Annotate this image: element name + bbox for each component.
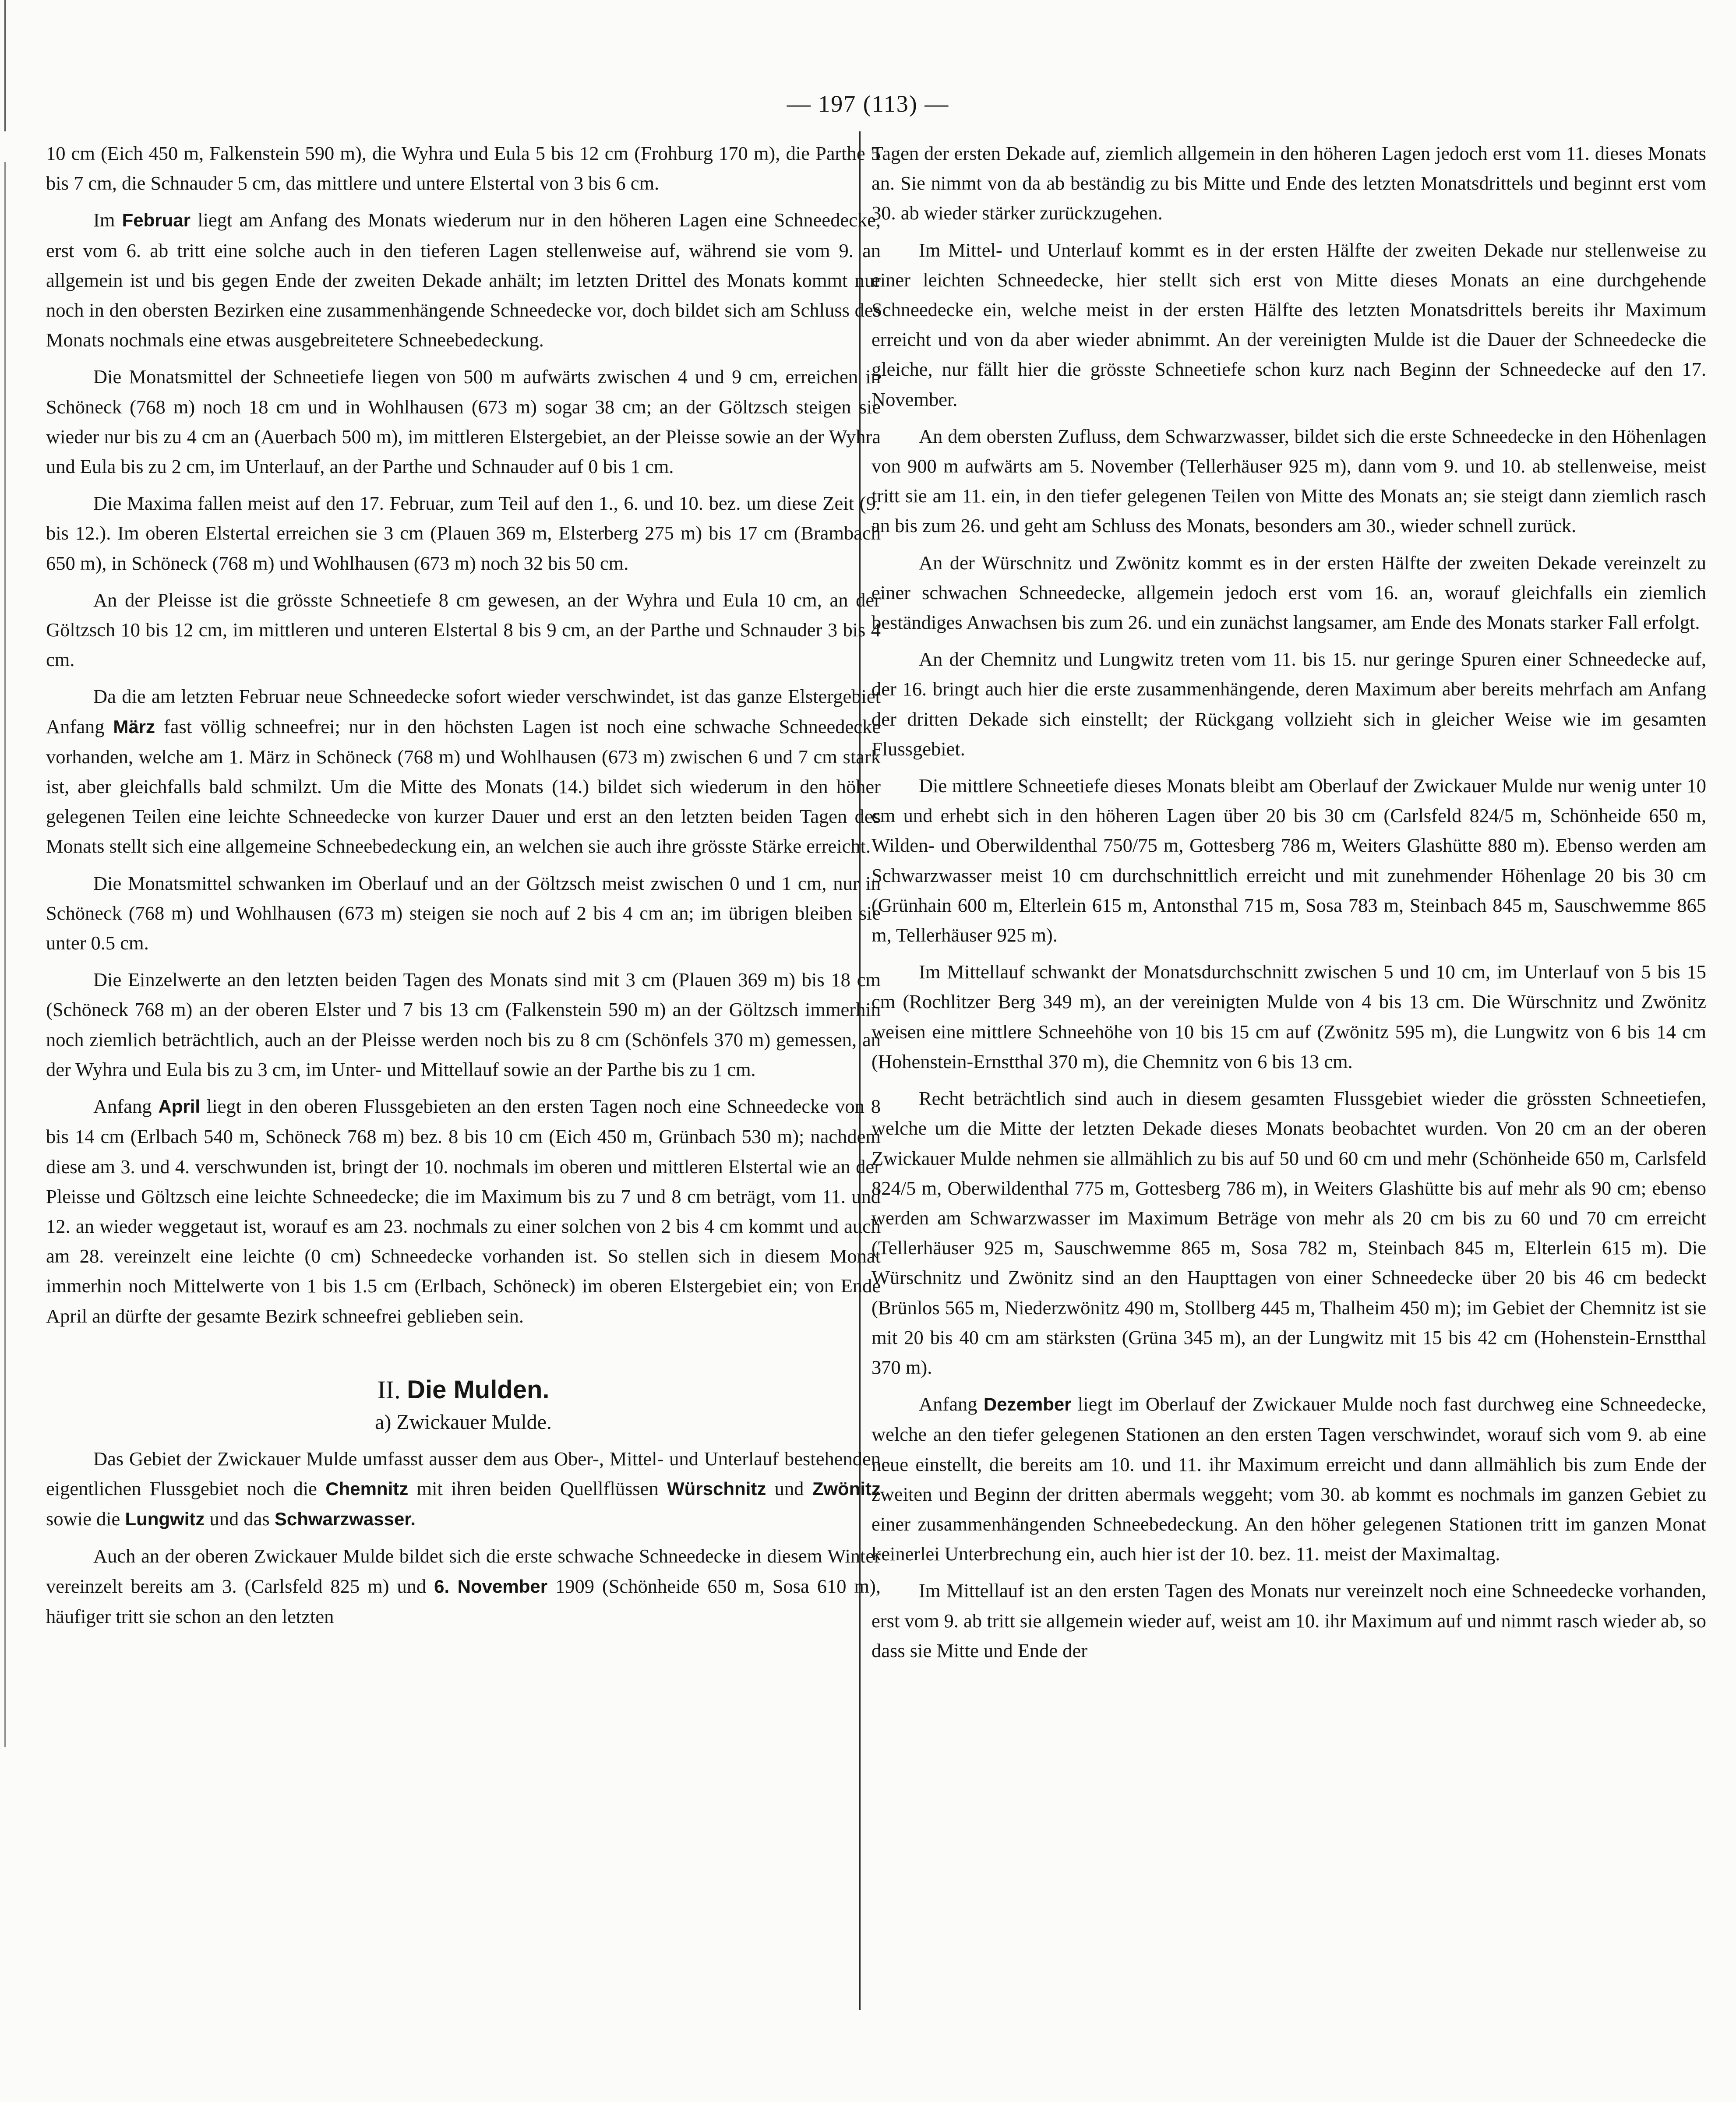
month-label: Februar: [122, 210, 191, 231]
paragraph: Die mittlere Schneetiefe dieses Monats bleibt am Oberlauf der Zwickauer Mulde nur wenig unter 10 cm und erhebt sich in den höheren Lagen über 20 bis 30 cm (Carlsfeld 824/5 m, Schönheide 650 m, Wilden- und Oberwildenthal 750/75 m, Gottesberg 786 m, Weiters Glashütte 880 m). Ebenso werden am Schwarzwasser meist 10 cm durchschnittlich erreicht und mit zunehmender Höhenlage 20 bis 30 cm (Grünhain 600 m, Elterlein 615 m, Antonsthal 715 m, Sosa 783 m, Steinbach 845 m, Sauschwemme 865 m, Tellerhäuser 925 m).: [872, 775, 1706, 946]
month-label: Dezember: [983, 1394, 1072, 1415]
paragraph: Auch an der oberen Zwickauer Mulde bildet sich die erste schwache Schneedecke in diesem Winter vereinzelt bereits am 3. (Carlsfeld 825 m) und 6. November 1909 (Schönheide 650 m, Sosa 610 m), häufiger tritt sie schon an den letzten: [46, 1545, 881, 1627]
paragraph: Da die am letzten Februar neue Schneedecke sofort wieder verschwindet, ist das ganze Elstergebiet Anfang März fast völlig schneefrei; nur in den höchsten Lagen ist noch eine schwache Schneedecke vorhanden, welche am 1. März in Schöneck (768 m) und Wohlhausen (673 m) zwischen 6 und 7 cm stark ist, aber gleichfalls bald schmilzt. Um die Mitte des Monats (14.) bildet sich wiederum in den höher gelegenen Teilen eine leichte Schneedecke von kurzer Dauer und erst an den letzten beiden Tagen des Monats stellt sich eine allgemeine Schneebedeckung ein, an welchen sie auch ihre grösste Stärke erreicht.: [46, 685, 881, 857]
subsection-heading: a) Zwickauer Mulde.: [375, 1410, 552, 1434]
paragraph: Im Mittellauf schwankt der Monatsdurchschnitt zwischen 5 und 10 cm, im Unterlauf von 5 bis 15 cm (Rochlitzer Berg 349 m), an der vereinigten Mulde von 4 bis 13 cm. Die Würschnitz und Zwönitz weisen eine mittlere Schneehöhe von 10 bis 15 cm auf (Zwönitz 595 m), die Lungwitz von 6 bis 14 cm (Hohenstein-Ernstthal 370 m), die Chemnitz von 6 bis 13 cm.: [872, 961, 1706, 1072]
paragraph: Die Monatsmittel schwanken im Oberlauf und an der Göltzsch meist zwischen 0 und 1 cm, nur in Schöneck (768 m) und Wohlhausen (673 m) steigen sie noch auf 2 bis 4 cm an; im übrigen bleiben sie unter 0.5 cm.: [46, 872, 881, 954]
river-name: Würschnitz: [667, 1478, 766, 1499]
right-column: [872, 138, 1706, 1672]
river-name: Chemnitz: [325, 1478, 409, 1499]
paragraph: An der Chemnitz und Lungwitz treten vom 11. bis 15. nur geringe Spuren einer Schneedecke auf, der 16. bringt auch hier die erste zusammenhängende, deren Maximum aber bereits mehrfach am Anfang der dritten Dekade sich einstellt; der Rückgang vollzieht sich in gleicher Weise wie im gesamten Flussgebiet.: [872, 648, 1706, 760]
river-name: Zwönitz: [812, 1478, 881, 1499]
paragraph: An dem obersten Zufluss, dem Schwarzwasser, bildet sich die erste Schneedecke in den Höhenlagen von 900 m aufwärts am 5. November (Tellerhäuser 925 m), dann vom 9. und 10. ab stellenweise, meist tritt sie am 11. ein, in den tiefer gelegenen Teilen von Mitte des Monats an; sie steigt dann ziemlich rasch an bis zum 26. und geht am Schluss des Monats, besonders am 30., wieder schnell zurück.: [872, 425, 1706, 537]
paragraph: Tagen der ersten Dekade auf, ziemlich allgemein in den höheren Lagen jedoch erst vom 11. dieses Monats an. Sie nimmt von da ab beständig zu bis Mitte und Ende des letzten Monatsdrittels und beginnt erst vom 30. ab wieder stärker zurückzugehen.: [872, 142, 1706, 224]
page-number: — 197 (113) —: [787, 91, 949, 117]
paragraph: Die Monatsmittel der Schneetiefe liegen von 500 m aufwärts zwischen 4 und 9 cm, erreichen in Schöneck (768 m) noch 18 cm und in Wohlhausen (673 m) sogar 38 cm; an der Göltzsch steigen sie wieder nur bis zu 4 cm an (Auerbach 500 m), im mittleren Elstergebiet, an der Pleisse sowie an der Wyhra und Eula bis zu 2 cm, im Unterlauf, an der Parthe und Schnauder auf 0 bis 1 cm.: [46, 366, 881, 478]
month-label: April: [158, 1096, 201, 1117]
section-title: Die Mulden.: [407, 1375, 550, 1404]
paragraph: An der Würschnitz und Zwönitz kommt es in der ersten Hälfte der zweiten Dekade vereinzelt zu einer schwachen Schneedecke, allgemein jedoch erst vom 16. an, worauf gleichfalls ein ziemlich beständiges Anwachsen bis zum 26. und ein zunächst langsamer, am Ende des Monats starker Fall erfolgt.: [872, 551, 1706, 634]
left-column: [46, 138, 881, 1638]
paragraph: Anfang April liegt in den oberen Flussgebieten an den ersten Tagen noch eine Schneedecke von 8 bis 14 cm (Erlbach 540 m, Schöneck 768 m) bez. 8 bis 10 cm (Eich 450 m, Grünbach 530 m); nachdem diese am 3. und 4. verschwunden ist, bringt der 10. nochmals im oberen und mittleren Elstertal wie an der Pleisse und Göltzsch eine leichte Schneedecke; die im Maximum bis zu 7 und 8 cm beträgt, vom 11. und 12. an wieder weggetaut ist, worauf es am 23. nochmals zu einer solchen von 2 bis 4 cm kommt und auch am 28. vereinzelt eine leichte (0 cm) Schneedecke vorhanden ist. So stellen sich in diesem Monat immerhin noch Mittelwerte von 1 bis 1.5 cm (Erlbach, Schöneck) im oberen Elstergebiet ein; von Ende April an dürfte der gesamte Bezirk schneefrei geblieben sein.: [46, 1095, 881, 1327]
paragraph: Im Mittel- und Unterlauf kommt es in der ersten Hälfte der zweiten Dekade nur stellenweise zu einer leichten Schneedecke, hier stellt sich erst von Mitte dieses Monats an eine durchgehende Schneedecke ein, welche meist in der ersten Hälfte des letzten Monatsdrittels bereits ihr Maximum erreicht und von da aber wieder abnimmt. An der vereinigten Mulde ist die Dauer der Schneedecke die gleiche, nur fällt hier die grösste Schneetiefe schon kurz nach Beginn der Schneedecke auf den 17. November.: [872, 239, 1706, 410]
date-label: 6. November: [434, 1576, 548, 1597]
paragraph: Das Gebiet der Zwickauer Mulde umfasst ausser dem aus Ober-, Mittel- und Unterlauf bestehenden eigentlichen Flussgebiet noch die Chemnitz mit ihren beiden Quellflüssen Würschnitz und Zwönitz sowie die Lungwitz und das Schwarzwasser.: [46, 1447, 881, 1530]
paragraph: An der Pleisse ist die grösste Schneetiefe 8 cm gewesen, an der Wyhra und Eula 10 cm, an der Göltzsch 10 bis 12 cm, im mittleren und unteren Elstertal 8 bis 9 cm, an der Parthe und Schnauder 3 bis 4 cm.: [46, 589, 881, 671]
paragraph: Die Maxima fallen meist auf den 17. Februar, zum Teil auf den 1., 6. und 10. bez. um diese Zeit (9. bis 12.). Im oberen Elstertal erreichen sie 3 cm (Plauen 369 m, Elsterberg 275 m) bis 17 cm (Brambach 650 m), in Schöneck (768 m) und Wohlhausen (673 m) noch 32 bis 50 cm.: [46, 492, 881, 574]
section-number: II.: [377, 1375, 401, 1404]
paragraph: Recht beträchtlich sind auch in diesem gesamten Flussgebiet wieder die grössten Schneetiefen, welche um die Mitte der letzten Dekade dieses Monats beobachtet wurden. Von 20 cm an der oberen Zwickauer Mulde nehmen sie allmählich zu bis auf 50 und 60 cm und mehr (Schönheide 650 m, Carlsfeld 824/5 m, Oberwildenthal 775 m, Gottesberg 786 m), in Weiters Glashütte bis auf mehr als 90 cm; ebenso werden am Schwarzwasser im Maximum Beträge von mehr als 20 cm bis zu 60 und 70 cm erreicht (Tellerhäuser 925 m, Sauschwemme 865 m, Sosa 782 m, Steinbach 845 m, Elterlein 615 m). Die Würschnitz und Zwönitz sind an den Haupttagen von einer Schneedecke über 20 bis 46 cm bedeckt (Brünlos 565 m, Niederzwönitz 490 m, Stollberg 445 m, Thalheim 450 m); im Gebiet der Chemnitz ist sie mit 20 bis 40 cm am stärksten (Grüna 345 m), an der Lungwitz mit 15 bis 42 cm (Hohenstein-Ernstthal 370 m).: [872, 1087, 1706, 1378]
month-label: März: [113, 716, 155, 737]
paragraph: Im Februar liegt am Anfang des Monats wiederum nur in den höheren Lagen eine Schneedecke, erst vom 6. ab tritt eine solche auch in den tieferen Lagen stellenweise auf, während sie vom 9. an allgemein ist und bis gegen Ende der zweiten Dekade anhält; im letzten Drittel des Monats kommt nur noch in den obersten Bezirken eine zusammenhängende Schneedecke vor, doch bildet sich am Schluss des Monats nochmals eine etwas ausgebreitetere Schneebedeckung.: [46, 209, 881, 351]
river-name: Schwarzwasser.: [274, 1509, 416, 1530]
paragraph: Die Einzelwerte an den letzten beiden Tagen des Monats sind mit 3 cm (Plauen 369 m) bis 18 cm (Schöneck 768 m) an der oberen Elster und 7 bis 13 cm (Falkenstein 590 m) an der Göltzsch immerhin noch ziemlich beträchtlich, auch an der Pleisse werden noch bis zu 8 cm (Schönfels 370 m) gemessen, an der Wyhra und Eula bis zu 3 cm, im Unter- und Mittellauf sowie an der Parthe bis zu 1 cm.: [46, 969, 881, 1080]
margin-scan-line: [4, 162, 6, 1747]
paragraph: Im Mittellauf ist an den ersten Tagen des Monats nur vereinzelt noch eine Schneedecke vorhanden, erst vom 9. ab tritt sie allgemein wieder auf, weist am 10. ihr Maximum auf und nimmt rasch wieder ab, so dass sie Mitte und Ende der: [872, 1580, 1706, 1661]
river-name: Lungwitz: [125, 1509, 205, 1530]
paragraph: 10 cm (Eich 450 m, Falkenstein 590 m), die Wyhra und Eula 5 bis 12 cm (Frohburg 170 m), die Parthe 5 bis 7 cm, die Schnauder 5 cm, das mittlere und untere Elstertal von 3 bis 6 cm.: [46, 142, 881, 194]
section-heading: [46, 1375, 881, 1405]
paragraph: Anfang Dezember liegt im Oberlauf der Zwickauer Mulde noch fast durchweg eine Schneedecke, welche an den tiefer gelegenen Stationen an den ersten Tagen verschwindet, worauf sich vom 9. ab eine neue einstellt, die bereits am 10. und 11. ihr Maximum erreicht und dann allmählich bis zum Ende der zweiten und Beginn der dritten abermals weggeht; vom 30. ab kommt es nochmals im ganzen Gebiet zu einer zusammenhängenden Schneebedeckung. An den höher gelegenen Stationen tritt im ganzen Monat keinerlei Unterbrechung ein, auch hier ist der 10. bez. 11. meist der Maximaltag.: [872, 1393, 1706, 1565]
